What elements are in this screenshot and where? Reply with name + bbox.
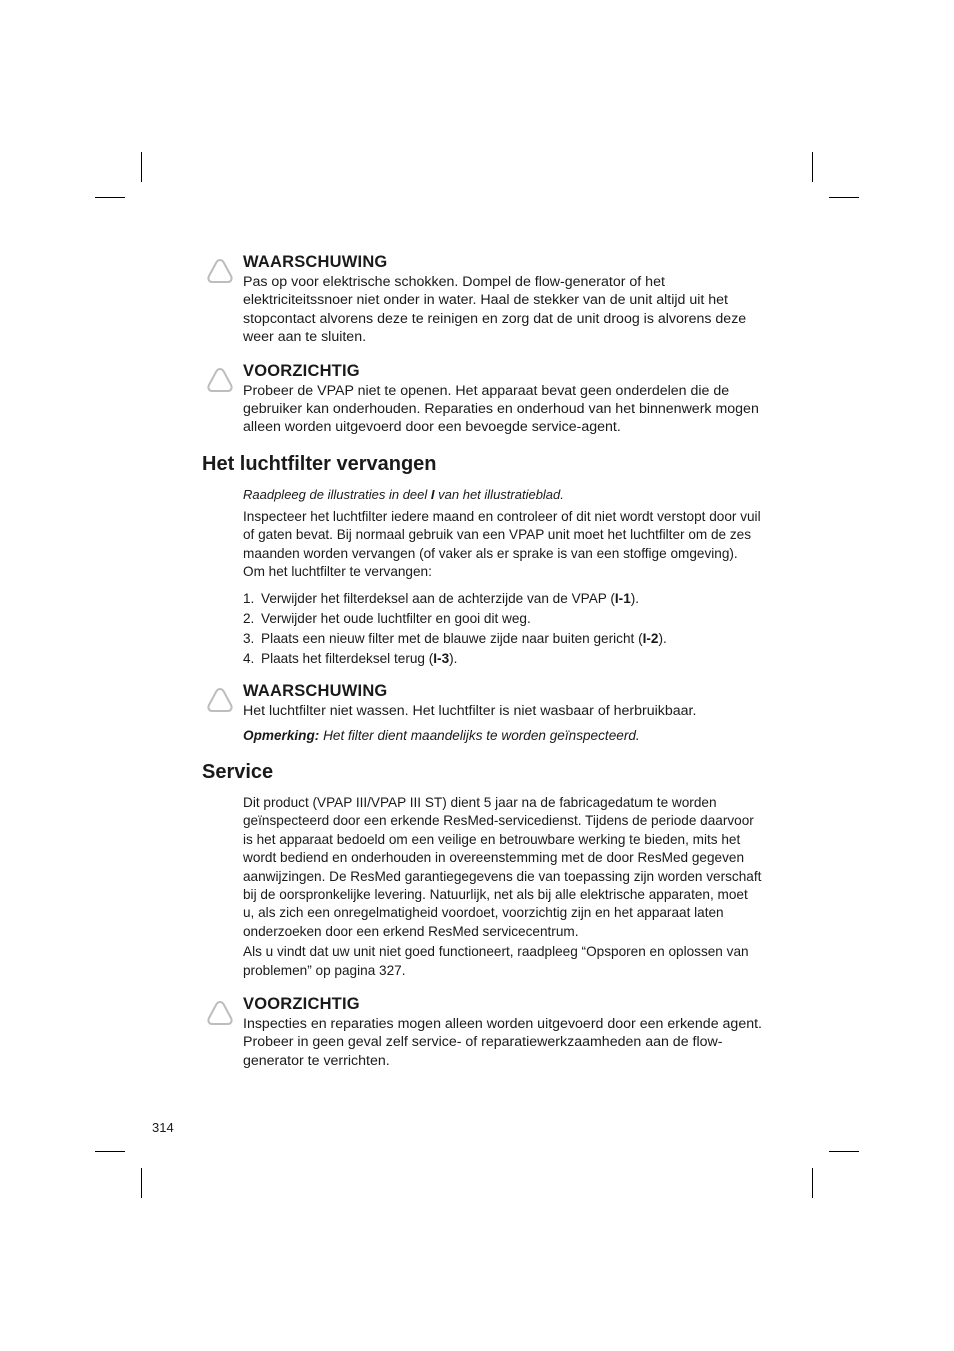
notice-title: VOORZICHTIG	[243, 361, 360, 380]
caution-notice	[202, 994, 762, 1070]
warning-notice	[202, 681, 762, 720]
step-end: ).	[449, 651, 458, 667]
step-text: Plaats een nieuw filter met de blauwe zijde naar buiten gericht (	[261, 631, 643, 647]
notice-text: Pas op voor elektrische schokken. Dompel de flow-generator of het elektriciteitssnoer niet onder in water. Haal de stekker van de unit altijd uit het stopcontact alvorens deze te reinigen en zorg dat de unit droog is alvorens deze weer aan te sluiten.	[243, 274, 747, 346]
note	[202, 727, 762, 745]
page-content	[202, 252, 762, 1084]
list-item	[243, 649, 762, 669]
crop-mark	[812, 1168, 813, 1198]
service-section-body	[202, 794, 762, 980]
warning-triangle-icon	[206, 257, 234, 285]
step-end: ).	[658, 631, 667, 647]
notice-title: WAARSCHUWING	[243, 682, 388, 701]
list-item	[243, 609, 762, 629]
step-ref: I-2	[642, 631, 659, 647]
crop-mark	[829, 197, 859, 198]
crop-mark	[141, 1168, 142, 1198]
notice-title: WAARSCHUWING	[243, 253, 388, 271]
filter-steps-list	[243, 589, 762, 669]
warning-triangle-icon	[206, 686, 234, 714]
caution-triangle-icon	[206, 366, 234, 394]
section-heading-filter: Het luchtfilter vervangen	[202, 452, 437, 475]
step-text: Verwijder het filterdeksel aan de achterzijde van de VPAP (	[261, 591, 615, 607]
crop-mark	[812, 152, 813, 182]
filter-body-paragraph: Inspecteer het luchtfilter iedere maand en controleer of dit niet wordt verstopt door vuil of gaten bevat. Bij normaal gebruik van een VPAP unit moet het luchtfilter om de zes maanden worden vervangen (of vaker als er sprake is van een stoffige omgeving). Om het luchtfilter te vervangen:	[243, 508, 761, 580]
intro-text: Raadpleeg de illustraties in deel	[243, 486, 431, 502]
intro-text-end: van het illustratieblad.	[434, 486, 564, 502]
illustration-reference	[243, 486, 762, 504]
crop-mark	[95, 197, 125, 198]
step-ref: I-3	[433, 651, 450, 667]
note-label: Opmerking:	[243, 727, 320, 743]
warning-notice	[202, 252, 762, 347]
step-number: 2.	[243, 611, 255, 627]
notice-text: Probeer de VPAP niet te openen. Het apparaat bevat geen onderdelen die de gebruiker kan onderhouden. Reparaties en onderhoud van het binnenwerk mogen alleen worden uitgevoerd door een bevoegde service-agent.	[243, 382, 759, 436]
crop-mark	[95, 1151, 125, 1152]
section-heading-service: Service	[202, 760, 274, 783]
step-end: ).	[630, 591, 640, 607]
step-text: Plaats het filterdeksel terug (	[261, 651, 434, 667]
notice-text: Inspecties en reparaties mogen alleen worden uitgevoerd door een erkende agent. Probeer in geen geval zelf service- of reparatiewerkzaamheden aan de flow-generator te verrichten.	[243, 1015, 762, 1069]
intro-part-ref: I	[430, 486, 435, 502]
page-number: 314	[152, 1120, 174, 1135]
notice-text: Het luchtfilter niet wassen. Het luchtfilter is niet wasbaar of herbruikbaar.	[243, 703, 697, 720]
caution-notice	[202, 361, 762, 437]
step-number: 4.	[243, 651, 255, 667]
caution-triangle-icon	[206, 999, 234, 1027]
service-paragraph: Dit product (VPAP III/VPAP III ST) dient 5 jaar na de fabricagedatum te worden geïnspecteerd door een erkende ResMed-servicedienst. Tijdens de periode daarvoor is het apparaat bedoeld om een veilige en betrouwbare werking te bieden, mits het wordt bediend en onderhouden in overeenstemming met de door ResMed gegeven aanwijzingen. De ResMed garantiegegevens die van toepassing zijn worden verschaft bij de oorspronkelijke levering. Natuurlijk, net als bij alle elektrische apparaten, moet u, als zich een onregelmatigheid voordoet, voorzichtig zijn en het apparaat laten onderzoeken door een erkend ResMed servicecentrum.	[243, 794, 762, 939]
list-item	[243, 629, 762, 649]
crop-mark	[829, 1151, 859, 1152]
notice-title: VOORZICHTIG	[243, 994, 360, 1013]
crop-mark	[141, 152, 142, 182]
service-paragraph: Als u vindt dat uw unit niet goed functioneert, raadpleeg “Opsporen en oplossen van problemen” op pagina 327.	[243, 944, 749, 978]
step-ref: I-1	[614, 591, 631, 607]
step-number: 1.	[243, 591, 255, 607]
step-text: Verwijder het oude luchtfilter en gooi dit weg.	[261, 611, 531, 627]
step-number: 3.	[243, 631, 255, 647]
filter-section-body	[202, 486, 762, 670]
note-text: Het filter dient maandelijks te worden geïnspecteerd.	[319, 727, 640, 743]
list-item	[243, 589, 762, 609]
